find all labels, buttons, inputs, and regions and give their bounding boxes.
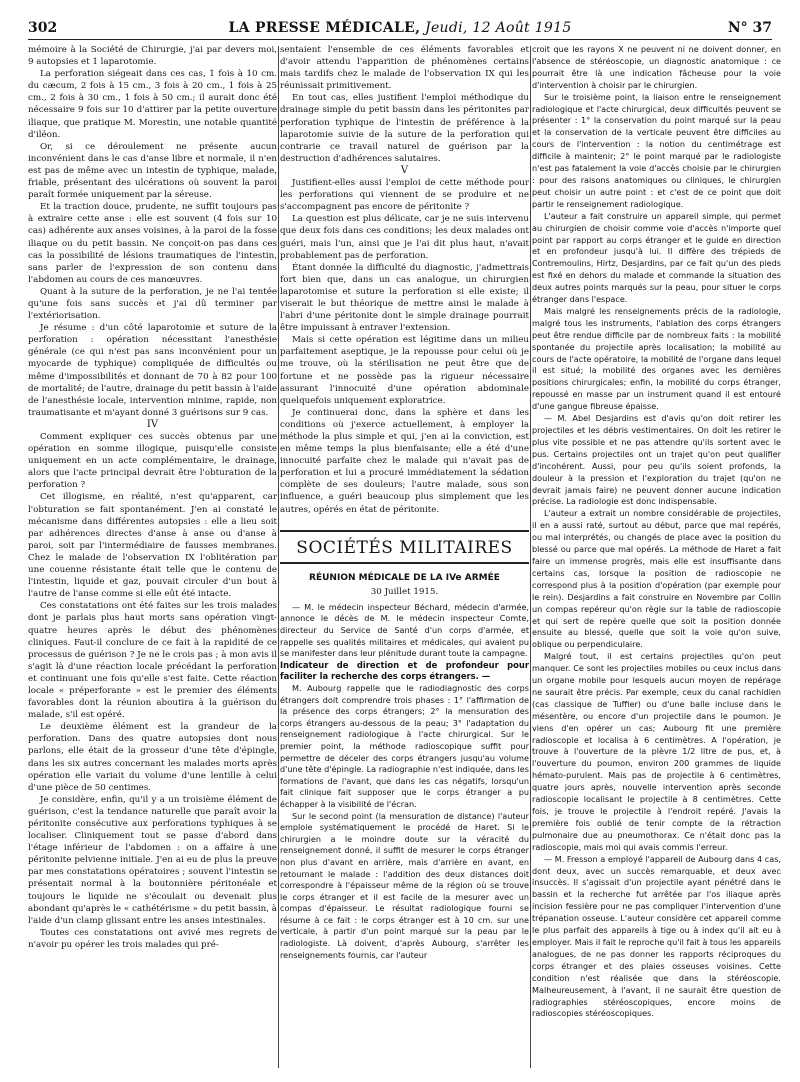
paragraph: Justifient-elles aussi l'emploi de cette méthode pour les perforations qui viennent de se produire et ne s'accompagnent pas encore de péritonite ?	[280, 178, 529, 213]
paragraph: Ces constatations ont été faites sur les trois malades dont je parlais plus haut morts sans opération vingt-quatre heures après le début des phénomènes cliniques. Faut-il conclure de ce fait à la rapidité de ce processus de guérison ? Je ne le crois pas ; à mon avis il s'agit là d'une réaction locale précédant la perforation et continuant une fois qu'elle s'est faite. Cette réaction locale « préperforante » est le premier des éléments favorables dont la réunion aboutira à la guérison du malade, s'il est opéré.	[28, 601, 277, 721]
paragraph: La question est plus délicate, car je ne suis intervenu que deux fois dans ces conditions; les deux malades ont guéri, mais l'un, ainsi que je l'ai dit plus haut, n'avait probablement pas de perforation.	[280, 214, 529, 261]
paragraph: Sur le troisième point, la liaison entre le renseignement radiologique et l'acte chirurgical, deux difficultés peuvent se présenter : 1° la conservation du point marqué sur la peau et la conservation de la verticale peuvent être difficiles au cours de l'intervention : la notion du centimétrage est difficile à maintenir; 2° le point marqué par le radiologiste n'est pas fatalement la voie d'accès choisie par le chirurgien : pour des raisons anatomiques ou cliniques, le chirurgien peut choisir un autre point : et c'est de ce point que doit partir le renseignement radiologique.	[532, 91, 781, 209]
journal-title: LA PRESSE MÉDICALE,	[228, 20, 421, 36]
column-divider	[278, 46, 279, 1068]
column-1	[28, 44, 277, 1074]
column-divider	[530, 46, 531, 1068]
meeting-date: 30 Juillet 1915.	[370, 586, 439, 597]
paragraph: sentaient l'ensemble de ces éléments favorables et d'avoir attendu l'apparition de phénomènes certains mais tardifs chez le malade de l'observation IX qui les réunissait primitivement.	[280, 45, 529, 92]
section-banner	[280, 530, 529, 564]
running-title	[28, 20, 772, 36]
issue-number: N° 37	[727, 20, 772, 36]
section-title: SOCIÉTÉS MILITAIRES	[296, 537, 513, 558]
paragraph: Et la traction douce, prudente, ne suffit toujours pas à extraire cette anse : elle est souvent (4 fois sur 10 cas) adhérente aux anses voisines, à la paroi de la fosse iliaque ou du petit bassin. Ne conçoit-on pas dans ces cas la possibilité de lésions traumatiques de l'intestin, sans parler de l'expression de son contenu dans l'abdomen au cours de ces manœuvres.	[28, 202, 277, 285]
paragraph: Mais si cette opération est légitime dans un milieu parfaitement aseptique, je la repousse pour celui où je me trouve, où la stérilisation ne peut être que de fortune et ne possède pas la rigueur nécessaire assurant l'innocuité d'une opération abdominale quelquefois uniquement exploratrice.	[280, 335, 529, 406]
paragraph: Quant à la suture de la perforation, je ne l'ai tentée qu'une fois sans succès et j'ai dû terminer par l'extériorisation.	[28, 286, 277, 322]
paragraph: Or, si ce déroulement ne présente aucun inconvénient dans le cas d'anse libre et normale, il n'en est pas de même avec un intestin de typhique, malade, friable, présentant des ulcérations où souvent la paroi paraît formée uniquement par la séreuse.	[28, 141, 277, 201]
paragraph: Je continuerai donc, dans la sphère et dans les conditions où j'exerce actuellement, à employer la méthode la plus simple et qui, j'en ai la conviction, est en même temps la plus bienfaisante; elle a été d'une innocuité parfaite chez le malade qui n'avait pas de perforation et lui a procuré immédiatement la sédation complète de ses douleurs; l'autre malade, sous son influence, a guéri beaucoup plus simplement que les autres, opérés en état de péritonite.	[280, 407, 529, 515]
paragraph: Je résume : d'un côté laparotomie et suture de la perforation : opération nécessitant l'anesthésie générale (ce qui n'est pas sans inconvénient pour un myocarde de typhique) compliquée de difficultés ou même d'impossibilités et donnant de 70 à 82 pour 100 de mortalité; de l'autre, drainage du petit bassin à l'aide de l'anesthésie locale, intervention minime, rapide, non traumatisante et m'ayant donné 3 guérisons sur 9 cas.	[28, 323, 277, 418]
paragraph: Je considère, enfin, qu'il y a un troisième élément de guérison, c'est la tendance naturelle que paraît avoir la péritonite consécutive aux perforations typhiques à se localiser. Cliniquement tout se passe d'abord dans l'étage inférieur de l'abdomen : on a affaire à une péritonite pelvienne initiale. J'en ai eu de plus la preuve par mes constatations opératoires ; souvent l'intestin se présentait normal à la boutonnière péritonéale et toujours le liquide ne s'écoulait ou devenait plus abondant qu'après le « cathétérisme » du petit bassin, à l'aide d'un clamp glissant entre les anses intestinales.	[28, 794, 277, 926]
paragraph: Le deuxième élément est la grandeur de la perforation. Dans des quatre autopsies dont nous parlons, elle était de la grosseur d'une tête d'épingle, dans les six autres concernant les malades morts après opération elle variait du volume d'une lentille à celui d'une pièce de 50 centimes.	[28, 722, 277, 793]
paragraph: Cet illogisme, en réalité, n'est qu'apparent, car l'obturation se fait spontanément. J'en ai constaté le mécanisme dans différentes autopsies : elle a lieu soit par adhérences directes d'anse à anse ou d'anse à paroi, soit par l'intermédiaire de fausses membranes. Chez le malade de l'observation IX l'oblitération par une couenne résistante était telle que le contenu de l'intestin, liquide et gaz, pouvait circuler d'un bout à l'autre de l'anse comme si elle eût été intacte.	[28, 492, 277, 600]
paragraph: Mais malgré les renseignements précis de la radiologie, malgré tous les instruments, l'ablation des corps étrangers peut être rendue difficile par de nombreux faits : la mobilité spontanée du projectile après localisation; la mobilité au cours de l'acte opératoire, la mobilité de l'organe dans lequel il est situé; la mobilité des organes avec les dernières positions chirurgicales; enfin, la mobilité du corps étranger, repoussé en masse par un instrument quand il est entouré d'une gangue fibreuse épaisse.	[532, 305, 781, 412]
paragraph: En tout cas, elles justifient l'emploi méthodique du drainage simple du petit bassin dans les péritonites par perforation typhique de l'intestin de préférence à la laparotomie suivie de la suture de la perforation qui contrarie ce travail naturel de guérison par la destruction d'adhérences salutaires.	[280, 93, 529, 164]
column-2	[280, 44, 529, 1074]
paragraph: L'auteur a extrait un nombre considérable de projectiles, il en a aussi raté, surtout au début, parce que mal repérés, ou mal interprétés, ou changés de place avec la position du blessé ou parce que mal opérés. La méthode de Haret a fait faire un immense progrès, mais elle est insuffisante dans certains cas, lorsque la position de radioscopie ne correspond plus à la position d'opération (par exemple pour le rein). Desjardins a fait construire en Novembre par Collin un compas repéreur qu'on règle sur la table de radioscopie et qui sert de repère quelle que soit la position donnée ensuite au blessé, quelle que soit la voie qu'on suive, oblique ou perpendiculaire.	[532, 508, 781, 650]
paragraph: — M. le médecin inspecteur Béchard, médecin d'armée, annonce le décès de M. le médecin inspecteur Comte, directeur du Service de Santé d'un corps d'armée, et rappelle ses qualités militaires et médicales, qui avaient pu se manifester dans leur plénitude durant toute la campagne.	[280, 601, 529, 659]
issue-date: Jeudi, 12 Août 1915	[420, 20, 572, 36]
paragraph: croit que les rayons X ne peuvent ni ne doivent donner, en l'absence de stéréoscopie, un diagnostic anatomique : ce pourrait être là une indication fâcheuse pour la voie d'intervention à choisir par le chirurgien.	[532, 44, 781, 90]
paragraph: M. Aubourg rappelle que le radiodiagnostic des corps étrangers doit comprendre trois phases : 1° l'affirmation de la présence des corps étrangers; 2° la mensuration des corps étrangers au-dessous de la peau; 3° l'adaptation du renseignement radiologique à l'acte chirurgical. Sur le premier point, la méthode radioscopique suffit pour permettre de déceler des corps étrangers jusqu'au volume d'une tête d'épingle. La radiographie n'est indiquée, dans les formations de l'avant, que dans les cas négatifs, lorsqu'un fait clinique fait supposer que le corps étranger a pu échapper à la visibilité de l'écran.	[280, 683, 529, 809]
subheading: Indicateur de direction et de profondeur pour faciliter la recherche des corps étrangers. —	[280, 659, 529, 682]
paragraph: — M. Fresson a employé l'appareil de Aubourg dans 4 cas, dont deux, avec un succès remarquable, et deux avec insuccès. Il s'agissait d'un projectile ayant pénétré dans le bassin et la recherche fut arrêtée par l'os iliaque après incision fessière pour ne pas compliquer l'intervention d'une trépanation osseuse. L'auteur considère cet appareil comme le plus parfait des appareils à tige ou à index qu'il ait eu à employer. Mais il fait le reproche qu'il fait à tous les appareils analogues, de ne pas donner les rapports réciproques du corps étranger et des plaies osseuses voisines. Cette condition n'est réalisée que dans la stéréoscopie. Malheureusement, à l'avant, il ne saurait être question de radiographies stéréoscopiques, encore moins de radioscopies stéréoscopiques.	[532, 853, 781, 1019]
section-number: IV	[146, 418, 159, 430]
paragraph: Sur le second point (la mensuration de distance) l'auteur emploie systématiquement le procédé de Haret. Si le chirurgien a le moindre doute sur la véracité du renseignement donné, il suffit de mesurer le corps étranger non plus d'avant en arrière, mais d'arrière en avant, en retournant le malade : l'addition des deux distances doit correspondre à l'épaisseur même de la région où se trouve le corps étranger et il est facile de la mesurer avec un compas d'épaisseur. Le résultat radiologique fourni se résume à ce fait : le corps étranger est à 10 cm. sur une verticale, à partir d'un point marqué sur la peau par le radiologiste. Là doivent, d'après Aubourg, s'arrêter les renseignements fournis, car l'auteur	[280, 810, 529, 960]
column-3	[532, 44, 781, 1074]
paragraph: La perforation siégeait dans ces cas, 1 fois à 10 cm. du cæcum, 2 fois à 15 cm., 3 fois à 20 cm., 1 fois à 25 cm., 2 fois à 30 cm., 1 fois à 50 cm.; il aurait donc été nécessaire 9 fois sur 10 d'attirer par la petite ouverture iliaque, que pratique M. Morestin, une notable quantité d'iléon.	[28, 69, 277, 140]
paragraph: L'auteur a fait construire un appareil simple, qui permet au chirurgien de choisir comme voie d'accès n'importe quel point par rapport au corps étranger et le guide en direction et en profondeur jusqu'à lui. Il diffère des trépieds de Contremoulins, Hirtz, Desjardins, par ce fait qu'un des pieds est fixé en dehors du malade et commande la situation des deux autres points marqués sur la peau, pour situer le corps étranger dans l'espace.	[532, 210, 781, 305]
paragraph: Étant donnée la difficulté du diagnostic, j'admettrais fort bien que, dans un cas analogue, un chirurgien laparotomise et suture la perforation si elle existe; il viserait le but théorique de mettre ainsi le malade à l'abri d'une péritonite dont le simple drainage pourrait être impuissant à entraver l'extension.	[280, 262, 529, 334]
paragraph: — M. Abel Desjardins est d'avis qu'on doit retirer les projectiles et les débris vestimentaires. On doit les retirer le plus vite possible et ne pas attendre qu'ils sortent avec le pus. Certains projectiles ont un trajet qu'on peut qualifier d'incohérent. Aussi, pour peu qu'ils soient profonds, la douleur à la pression et l'exploration du trajet (qu'on ne devrait jamais faire) ne peuvent donner aucune indication précise. La radiologie est donc indispensable.	[532, 413, 781, 507]
paragraph: Malgré tout, il est certains projectiles qu'on peut manquer. Ce sont les projectiles mobiles ou ceux inclus dans un organe mobile pour lesquels aucun moyen de repérage ne saurait être précis. Par exemple, ceux du canal rachidien (cas classique de Tuffier) ou d'une balle incluse dans le mésentère, ou encore d'un projectile dans le poumon. Je viens d'en opérer un cas; Aubourg fit une première radioscopie et localisa à 6 centimètres. A l'opération, je trouve à l'ouverture de la plèvre 1/2 litre de pus, et, à l'ouverture du poumon, environ 200 grammes de liquide hémato-purulent. Mais pas de projectile à 6 centimètres, quatre jours après, nouvelle intervention après seconde radioscopie localisant le projectile à 8 centimètres. Cette fois, je trouve le projectile à l'endroit repéré. J'avais la première fois oublié de tenir compte de la rétraction pulmonaire due au pneumothorax. Ce n'était donc pas la radioscopie, mais moi qui avais commis l'erreur.	[532, 651, 781, 852]
paragraph: Comment expliquer ces succès obtenus par une opération en somme illogique, puisqu'elle consiste uniquement en un acte complémentaire, le drainage, alors que l'acte principal devrait être l'obturation de la perforation ?	[28, 432, 277, 491]
paragraph: Toutes ces constatations ont avivé mes regrets de n'avoir pu opérer les trois malades qui pré-	[28, 927, 277, 950]
meeting-title: RÉUNION MÉDICALE DE LA IVe ARMÉE	[309, 572, 500, 583]
header-rule	[28, 39, 772, 40]
paragraph: mémoire à la Société de Chirurgie, j'ai par devers moi, 9 autopsies et 1 laparotomie.	[28, 45, 277, 68]
page-number: 302	[28, 20, 58, 36]
section-number: V	[400, 164, 409, 176]
